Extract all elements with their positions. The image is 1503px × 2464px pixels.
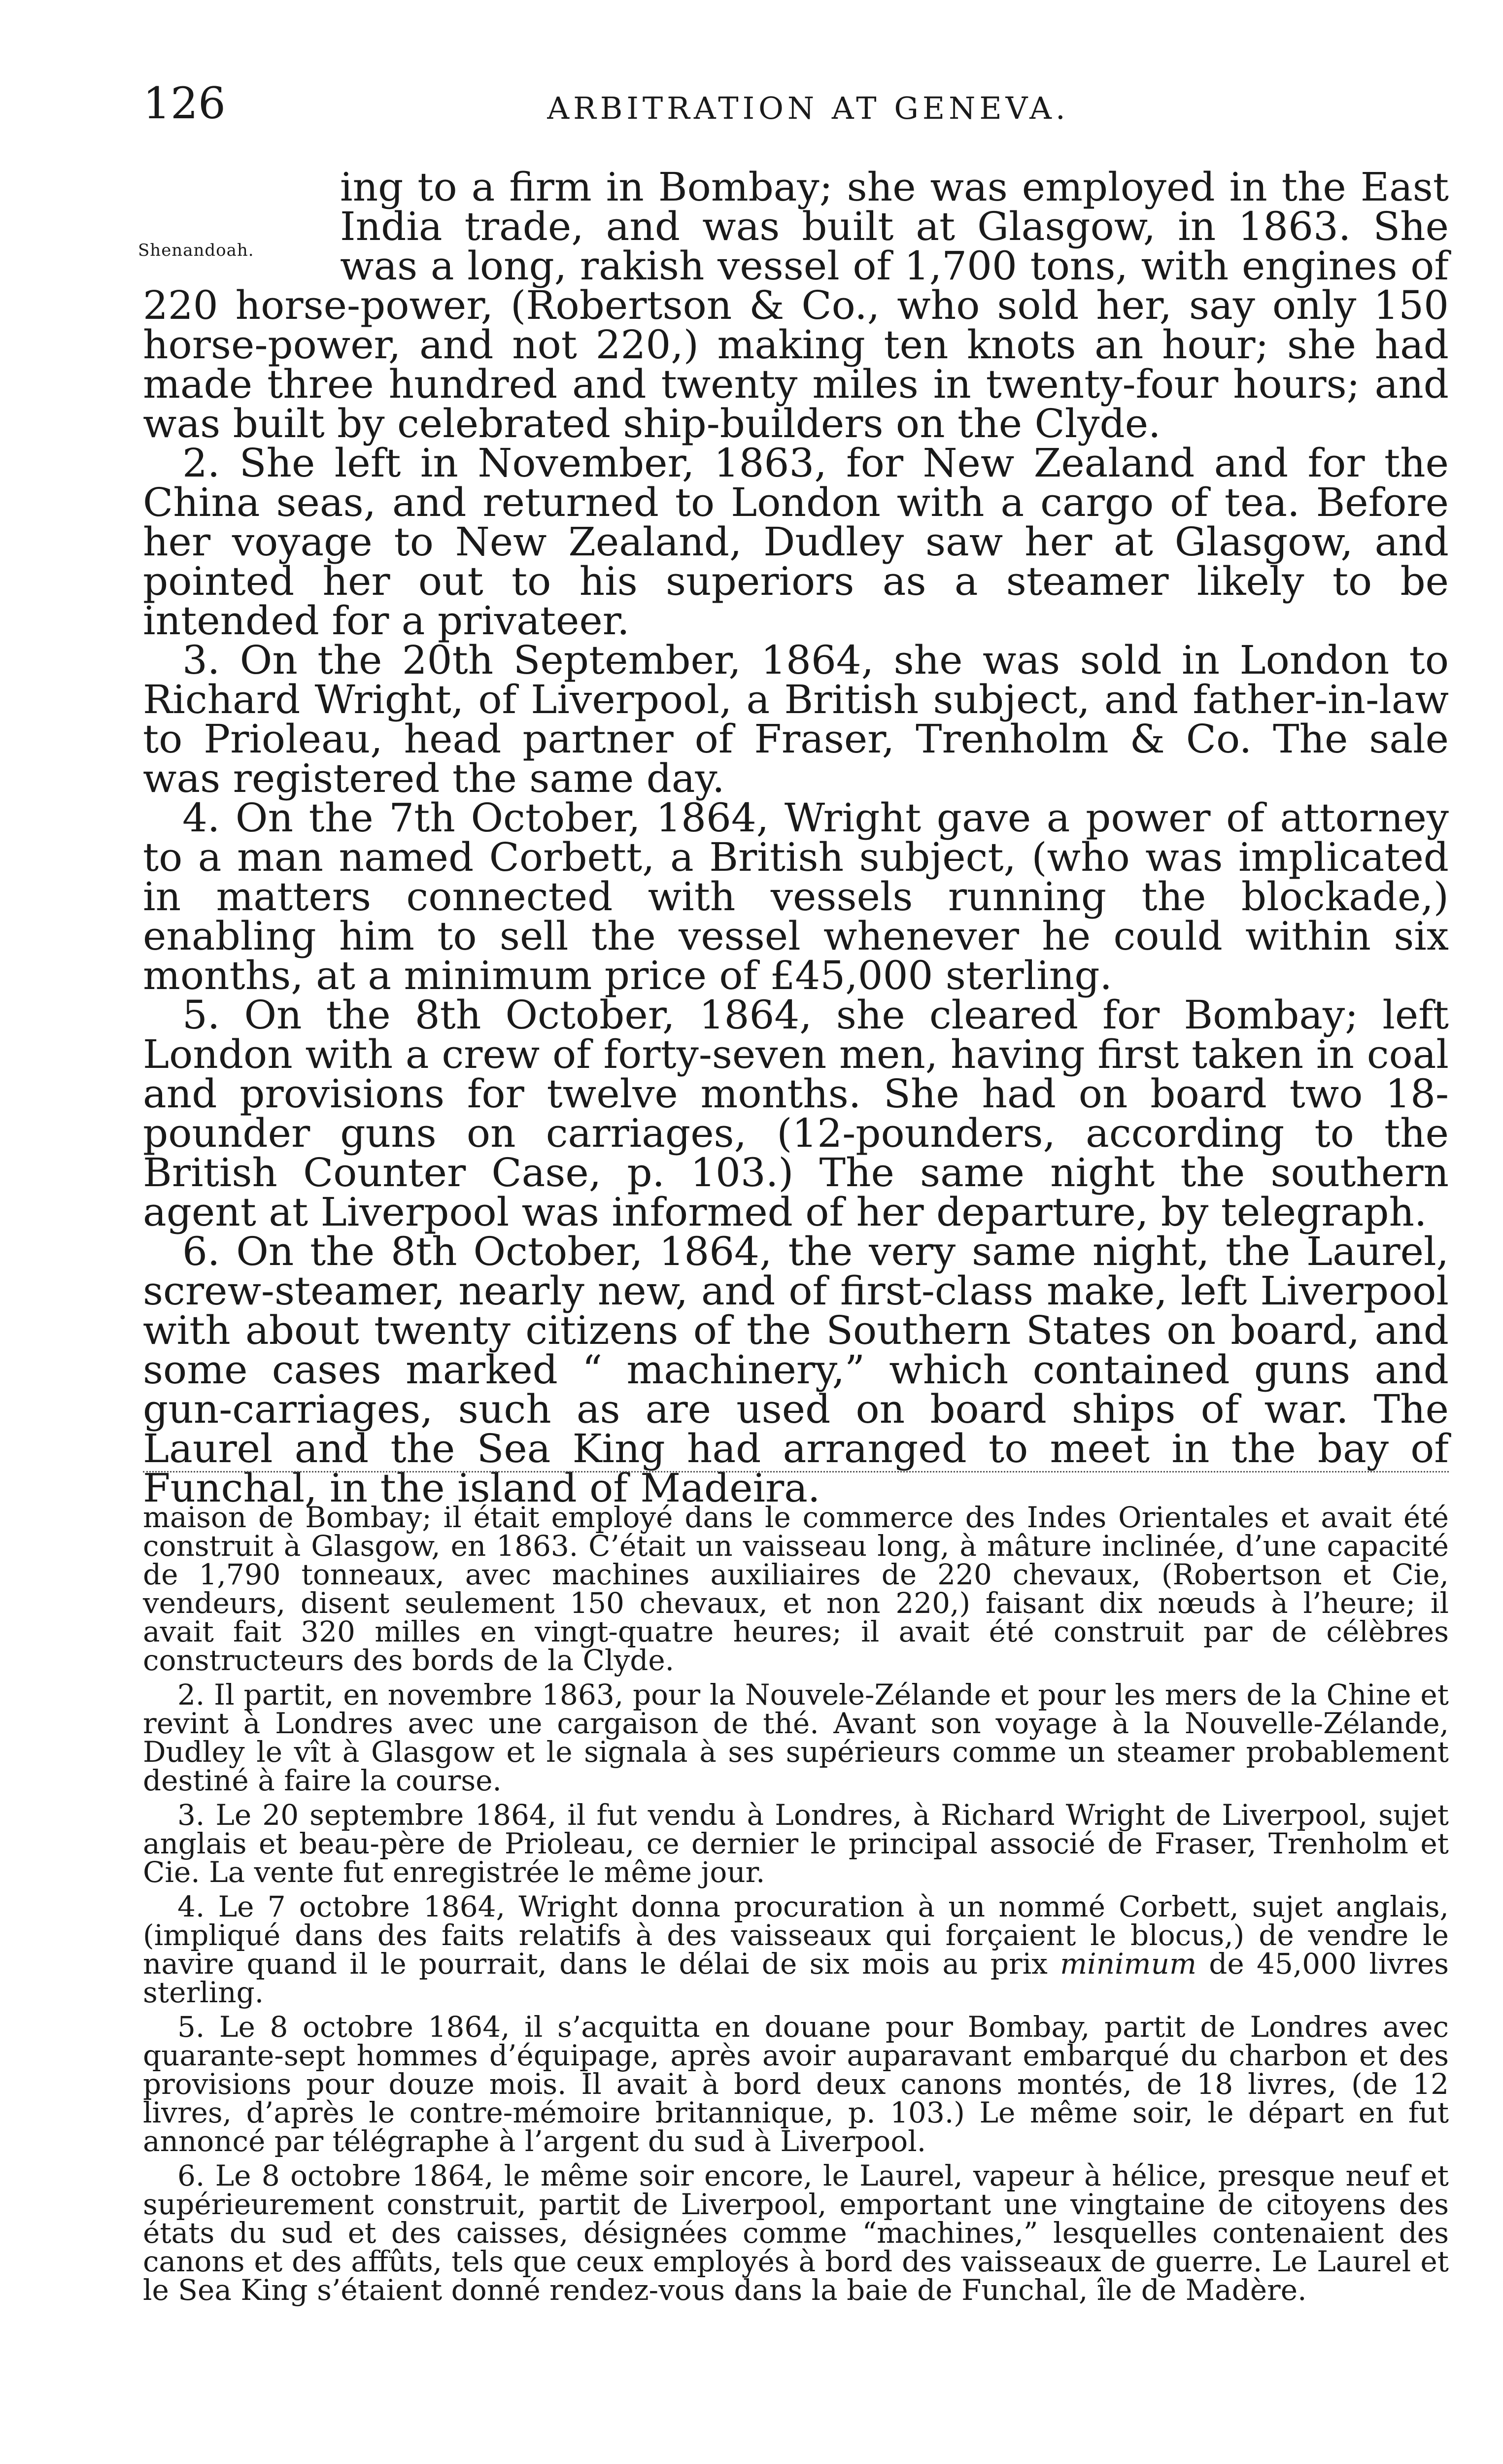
french-paragraph-4-italic: minimum bbox=[1060, 1947, 1196, 1981]
french-paragraph-4-end: de 45,000 livres sterling. bbox=[143, 1947, 1449, 2009]
french-paragraph-3: 3. Le 20 septembre 1864, il fut vendu à Londres, à Richard Wright de Liverpool, sujet anglais et beau-père de Prioleau, ce dernier le principal associé de Fraser, Trenholm et Cie. La vente fut enregistrée le même jour. bbox=[143, 1798, 1449, 1889]
running-head: ARBITRATION AT GENEVA. bbox=[547, 90, 1069, 126]
french-paragraph-6: 6. Le 8 octobre 1864, le même soir encore, le Laurel, vapeur à hélice, presque neuf et supérieurement construit, partit de Liverpool, emportant une vingtaine de citoyens des états du sud et des caisses, désignées comme “machines,” lesquelles contenaient des canons et des affûts, tels que ceux employés à bord des vaisseaux de guerre. Le Laurel et le Sea King s’étaient donné rendez-vous dans la baie de Funchal, île de Madère. bbox=[143, 2159, 1449, 2307]
english-paragraph-2: 2. She left in November, 1863, for New Zealand and for the China seas, and returned to London with a cargo of tea. Before her voyage to New Zealand, Dudley saw her at Glasgow, and pointed her out to his superiors as a steamer likely to be intended for a privateer. bbox=[143, 440, 1449, 644]
english-paragraph-3: 3. On the 20th September, 1864, she was sold in London to Richard Wright, of Liverpool, a British subject, and father-in-law to Prioleau, head partner of Fraser, Trenholm & Co. The sale was registered the same day. bbox=[143, 637, 1449, 801]
french-paragraph-5: 5. Le 8 octobre 1864, il s’acquitta en douane pour Bombay, partit de Londres avec quarante-sept hommes d’équipage, après avoir auparavant embarqué du charbon et des provisions pour douze mois. Il avait à bord deux canons montés, de 18 livres, (de 12 livres, d’après le contre-mémoire britannique, p. 103.) Le même soir, le départ en fut annoncé par télégraphe à l’argent du sud à Liverpool. bbox=[143, 2010, 1449, 2158]
french-paragraph-4 bbox=[143, 1892, 1449, 2007]
margin-note: Shenandoah. bbox=[138, 240, 254, 260]
english-text bbox=[138, 164, 1449, 1511]
english-paragraph-1: ing to a firm in Bombay; she was employed in the East India trade, and was built at Glasgow, in 1863. She was a long, rakish vessel of 1,700 tons, with engines of 220 horse-power, (Robertson & Co., who sold her, say only 150 horse-power, and not 220,) making ten knots an hour; she had made three hundred and twenty miles in twenty-four hours; and was built by celebrated ship-builders on the Clyde. bbox=[143, 164, 1449, 446]
french-text bbox=[143, 1501, 1449, 2307]
english-paragraph-5: 5. On the 8th October, 1864, she cleared for Bombay; left London with a crew of forty-seven men, having first taken in coal and provisions for twelve months. She had on board two 18-pounder guns on carriages, (12-pounders, according to the British Counter Case, p. 103.) The same night the southern agent at Liverpool was informed of her departure, by telegraph. bbox=[143, 992, 1449, 1235]
english-paragraph-4: 4. On the 7th October, 1864, Wright gave a power of attorney to a man named Corbett, a British subject, (who was implicated in matters connected with vessels running the blockade,) enabling him to sell the vessel whenever he could within six months, at a minimum price of £45,000 sterling. bbox=[143, 795, 1449, 998]
french-paragraph-4-text: 4. Le 7 octobre 1864, Wright donna procuration à un nommé Corbett, sujet anglais, (impliqué dans des faits relatifs à des vaisseaux qui forçaient le blocus,) de vendre le navire quand il le pourrait, dans le délai de six mois au prix bbox=[143, 1890, 1449, 1981]
english-paragraph-1-block bbox=[138, 164, 1449, 446]
french-paragraph-1: maison de Bombay; il était employé dans le commerce des Indes Orientales et avait été construit à Glasgow, en 1863. C’était un vaisseau long, à mâture inclinée, d’une capacité de 1,790 tonneaux, avec machines auxiliaires de 220 chevaux, (Robertson et Cie, vendeurs, disent seulement 150 chevaux, et non 220,) faisant dix nœuds à l’heure; il avait fait 320 milles en vingt-quatre heures; il avait été construit par de célèbres constructeurs des bords de la Clyde. bbox=[143, 1501, 1449, 1677]
text-separator bbox=[143, 1471, 1449, 1472]
english-paragraph-6: 6. On the 8th October, 1864, the very same night, the Laurel, screw-steamer, nearly new, and of first-class make, left Liverpool with about twenty citizens of the Southern States on board, and some cases marked “ machinery,” which contained guns and gun-carriages, such as are used on board ships of war. The Laurel and the Sea King had arranged to meet in the bay of Funchal, in the island of Madeira. bbox=[143, 1229, 1449, 1511]
page-header bbox=[143, 79, 1404, 133]
french-paragraph-2: 2. Il partit, en novembre 1863, pour la Nouvele-Zélande et pour les mers de la Chine et revint à Londres avec une cargaison de thé. Avant son voyage à la Nouvelle-Zélande, Dudley le vît à Glasgow et le signala à ses supérieurs comme un steamer probablement destiné à faire la course. bbox=[143, 1678, 1449, 1797]
page-number: 126 bbox=[143, 78, 226, 129]
